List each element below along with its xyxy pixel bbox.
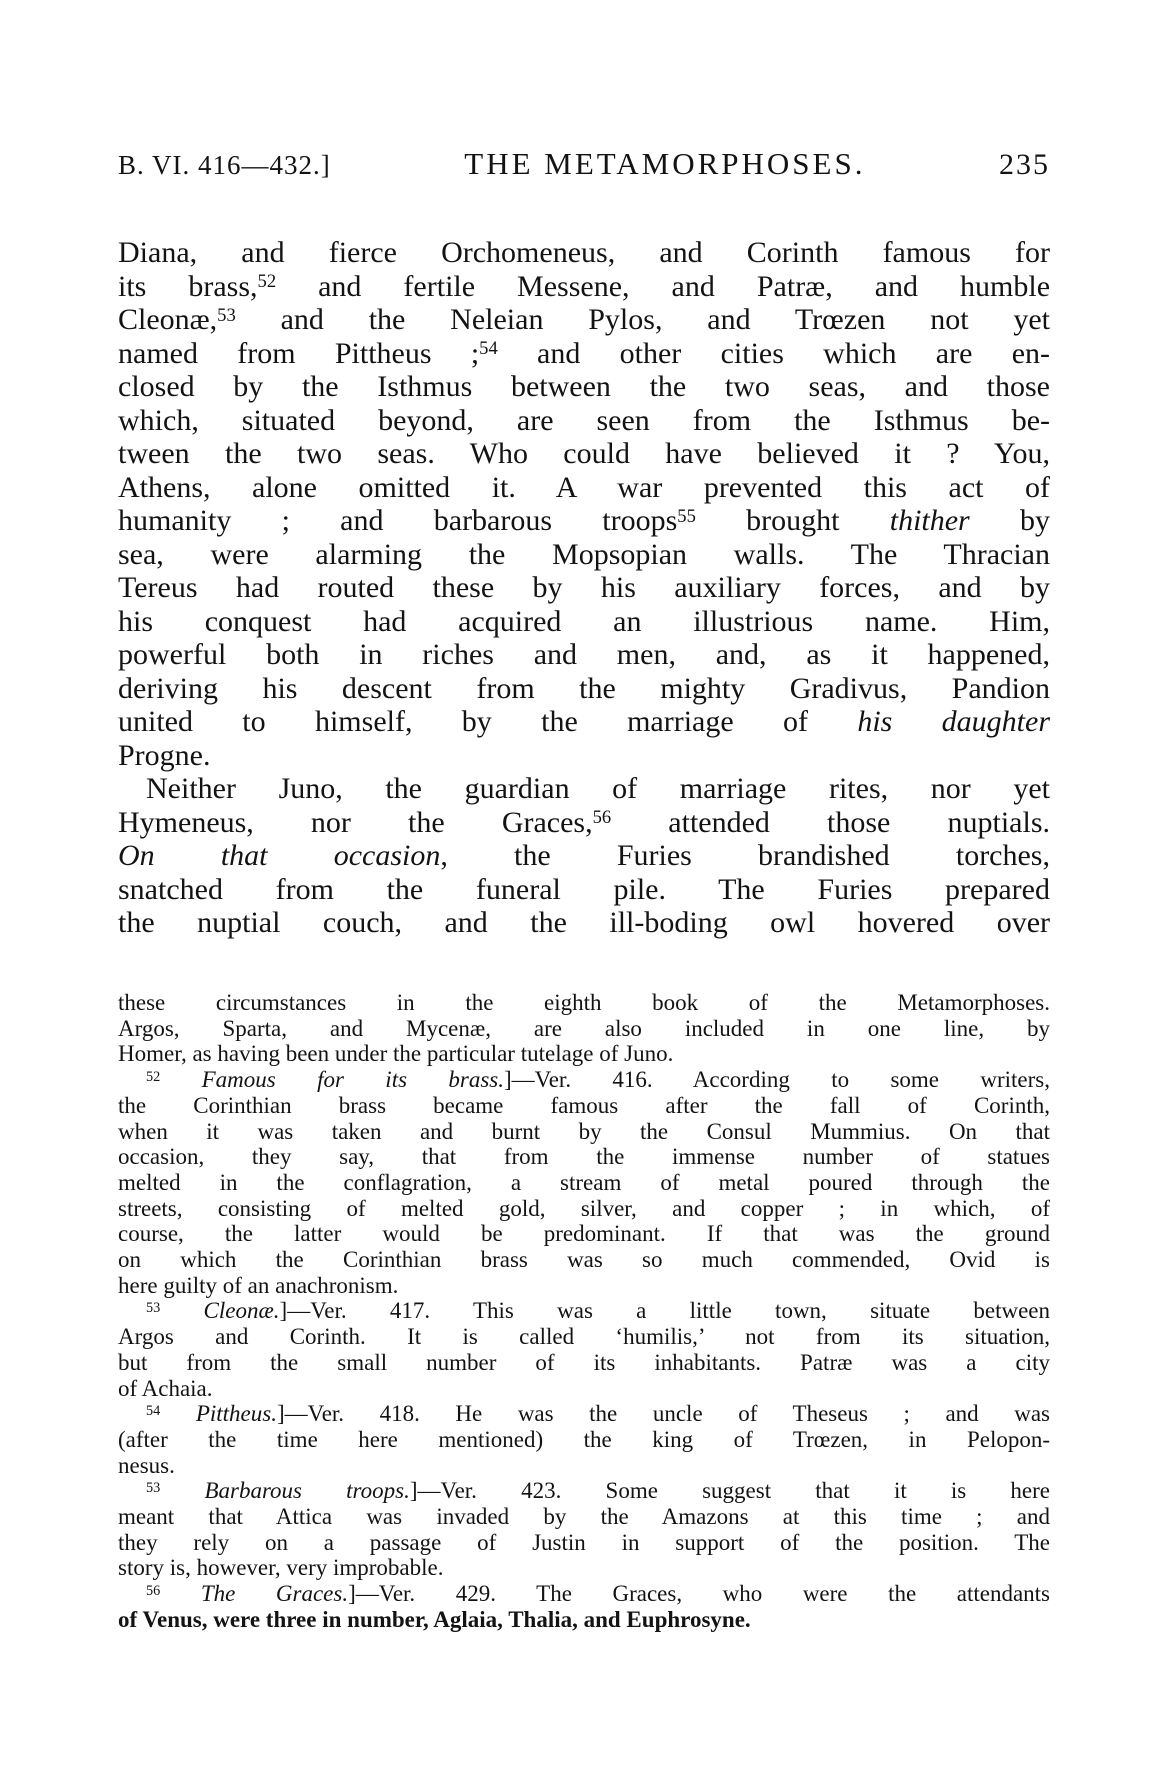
text-line — [118, 1298, 1050, 1324]
text-run: snatched from the funeral pile. The Furies prepared — [118, 872, 1050, 906]
text-run: on which the Corinthian brass was so much commended, Ovid is — [118, 1247, 1050, 1273]
text-line — [118, 990, 1050, 1016]
text-line — [118, 1427, 1050, 1453]
text-run: (after the time here mentioned) the king of Trœzen, in Pelopon- — [118, 1426, 1050, 1452]
footnote-marker: 53 — [146, 1479, 161, 1496]
text-line — [118, 1555, 1050, 1581]
text-run — [160, 1581, 201, 1606]
text-run: humanity ; and barbarous troops — [118, 504, 678, 537]
text-run: and fertile Messene, and Patræ, and humble — [276, 269, 1051, 303]
text-run: brought — [695, 504, 890, 537]
text-line — [118, 1530, 1050, 1556]
text-run: Argos and Corinth. It is called ‘humilis,’ not from its situation, — [118, 1324, 1050, 1350]
text-line — [118, 1607, 1050, 1633]
text-line — [118, 1221, 1050, 1247]
footnote — [118, 1401, 1050, 1478]
text-run: course, the latter would be predominant. If that was the ground — [118, 1221, 1050, 1247]
text-run: here guilty of an anachronism. — [118, 1272, 399, 1298]
text-run: deriving his descent from the mighty Gradivus, Pandion — [118, 671, 1050, 705]
footnote — [118, 1298, 1050, 1401]
page-header — [118, 146, 1050, 182]
footnote-marker: 52 — [146, 1068, 161, 1085]
text-line — [118, 1504, 1050, 1530]
footnote-marker: 53 — [146, 1300, 161, 1317]
text-run: , the Furies brandished torches, — [440, 839, 1050, 872]
text-line — [118, 1376, 1050, 1402]
text-line — [118, 1067, 1050, 1093]
text-line — [118, 437, 1050, 471]
text-run: the Corinthian brass became famous after the fall of Corinth, — [118, 1092, 1050, 1118]
text-line — [118, 1478, 1050, 1504]
text-line — [118, 337, 1050, 371]
footnote-marker: 53 — [217, 304, 236, 326]
italic-run: Famous for its brass. — [201, 1067, 504, 1093]
text-run: powerful both in riches and men, and, as it happened, — [118, 638, 1050, 671]
bold-run: of Venus, were three in number, Aglaia, Thalia, and Euphrosyne. — [118, 1606, 751, 1632]
running-title: THE METAMORPHOSES. — [464, 146, 866, 181]
footnote — [118, 1067, 1050, 1298]
text-run: streets, consisting of melted gold, silver, and copper ; in which, of — [118, 1195, 1050, 1221]
footnotes — [118, 990, 1050, 1633]
text-run: and other cities which are en- — [497, 336, 1051, 370]
italic-run: Pittheus. — [195, 1401, 277, 1427]
italic-run: Cleonæ. — [203, 1298, 280, 1324]
text-line — [118, 906, 1050, 940]
text-run: Progne. — [118, 738, 211, 772]
page-number: 235 — [999, 148, 1050, 181]
text-line — [118, 806, 1050, 840]
footnote — [118, 1581, 1050, 1632]
footnote-marker: 56 — [146, 1582, 161, 1599]
text-run: tween the two seas. Who could have believed it ? You, — [118, 437, 1050, 470]
text-run: occasion, they say, that from the immense number of statues — [118, 1144, 1050, 1170]
text-run: sea, were alarming the Mopsopian walls. The Thracian — [118, 537, 1050, 571]
text-run: which, situated beyond, are seen from the Isthmus be- — [118, 403, 1050, 437]
text-line — [118, 1247, 1050, 1273]
text-run: Cleonæ, — [118, 303, 218, 336]
italic-run: his daughter — [857, 705, 1050, 738]
text-run: story is, however, very improbable. — [118, 1555, 444, 1581]
text-run: ]—Ver. 417. This was a little town, situate between — [279, 1298, 1051, 1324]
text-run: they rely on a passage of Justin in support of the position. The — [118, 1529, 1050, 1555]
text-run: attended those nuptials. — [611, 805, 1050, 839]
text-run: ]—Ver. 416. According to some writers, — [504, 1067, 1050, 1093]
text-run: meant that Attica was invaded by the Amazons at this time ; and — [118, 1504, 1050, 1530]
text-line — [118, 1119, 1050, 1145]
text-line — [118, 1324, 1050, 1350]
text-run: Homer, as having been under the particular tutelage of Juno. — [118, 1041, 674, 1067]
text-line — [118, 739, 1050, 773]
text-line — [118, 1401, 1050, 1427]
footnote-marker: 56 — [592, 807, 612, 829]
text-line — [118, 1016, 1050, 1042]
text-line — [118, 873, 1050, 907]
text-line — [118, 236, 1050, 270]
paragraph — [118, 236, 1050, 772]
text-run: and the Neleian Pylos, and Trœzen not yet — [235, 303, 1050, 336]
footnote-marker: 52 — [257, 271, 277, 293]
text-run: melted in the conflagration, a stream of metal poured through the — [118, 1169, 1050, 1195]
text-line — [118, 303, 1050, 337]
text-run: ]—Ver. 418. He was the uncle of Theseus ; and was — [276, 1401, 1050, 1427]
paragraph — [118, 772, 1050, 940]
italic-run: Barbarous troops. — [204, 1478, 410, 1504]
text-line — [118, 1144, 1050, 1170]
italic-run: The Graces. — [200, 1581, 349, 1607]
text-line — [118, 1170, 1050, 1196]
footnote-marker: 54 — [146, 1402, 161, 1419]
italic-run: On that occasion — [118, 839, 441, 872]
text-line — [118, 638, 1050, 672]
text-line — [118, 1196, 1050, 1222]
text-line — [118, 772, 1050, 806]
text-run: named from Pittheus ; — [118, 336, 480, 370]
text-run: his conquest had acquired an illustrious name. Him, — [118, 604, 1050, 638]
text-run: when it was taken and burnt by the Consul Mummius. On that — [118, 1118, 1050, 1144]
text-run: but from the small number of its inhabitants. Patræ was a city — [118, 1349, 1050, 1375]
text-run — [160, 1298, 203, 1323]
text-run: by — [969, 504, 1050, 537]
book-verse-reference: B. VI. 416—432.] — [118, 150, 331, 180]
text-line — [118, 370, 1050, 404]
text-run: these circumstances in the eighth book of the Metamorphoses. — [118, 990, 1050, 1015]
footnote-marker: 55 — [677, 505, 696, 527]
text-line — [118, 471, 1050, 505]
text-line — [118, 1041, 1050, 1067]
text-line — [118, 1273, 1050, 1299]
text-run — [160, 1478, 204, 1503]
text-line — [118, 404, 1050, 438]
text-line — [118, 504, 1050, 538]
footnote — [118, 990, 1050, 1067]
text-run: Argos, Sparta, and Mycenæ, are also included in one line, by — [118, 1015, 1050, 1041]
text-run — [160, 1401, 196, 1426]
text-run: nesus. — [118, 1452, 175, 1478]
text-line — [118, 1581, 1050, 1607]
text-run: Diana, and fierce Orchomeneus, and Corinth famous for — [118, 236, 1050, 269]
footnote — [118, 1478, 1050, 1581]
text-line — [118, 1350, 1050, 1376]
text-line — [118, 605, 1050, 639]
italic-run: thither — [889, 504, 970, 537]
text-line — [118, 270, 1050, 304]
text-line — [118, 1093, 1050, 1119]
text-run: closed by the Isthmus between the two seas, and those — [118, 370, 1050, 403]
text-line — [118, 571, 1050, 605]
text-run: its brass, — [118, 269, 258, 303]
text-run — [160, 1067, 201, 1092]
footnote-marker: 54 — [479, 338, 498, 360]
body-text — [118, 236, 1050, 940]
text-run: of Achaia. — [118, 1375, 213, 1401]
text-line — [118, 839, 1050, 873]
text-run: Tereus had routed these by his auxiliary forces, and by — [118, 571, 1050, 604]
text-line — [118, 705, 1050, 739]
text-run: Hymeneus, nor the Graces, — [118, 805, 593, 839]
text-line — [118, 672, 1050, 706]
text-run: Athens, alone omitted it. A war prevented this act of — [118, 470, 1050, 504]
text-run: the nuptial couch, and the ill-boding owl hovered over — [118, 906, 1050, 939]
text-line — [118, 538, 1050, 572]
text-run: ]—Ver. 423. Some suggest that it is here — [409, 1478, 1050, 1504]
text-run: ]—Ver. 429. The Graces, who were the attendants — [348, 1581, 1051, 1607]
text-run: Neither Juno, the guardian of marriage rites, nor yet — [146, 772, 1050, 805]
text-line — [118, 1453, 1050, 1479]
text-run: united to himself, by the marriage of — [118, 705, 858, 738]
